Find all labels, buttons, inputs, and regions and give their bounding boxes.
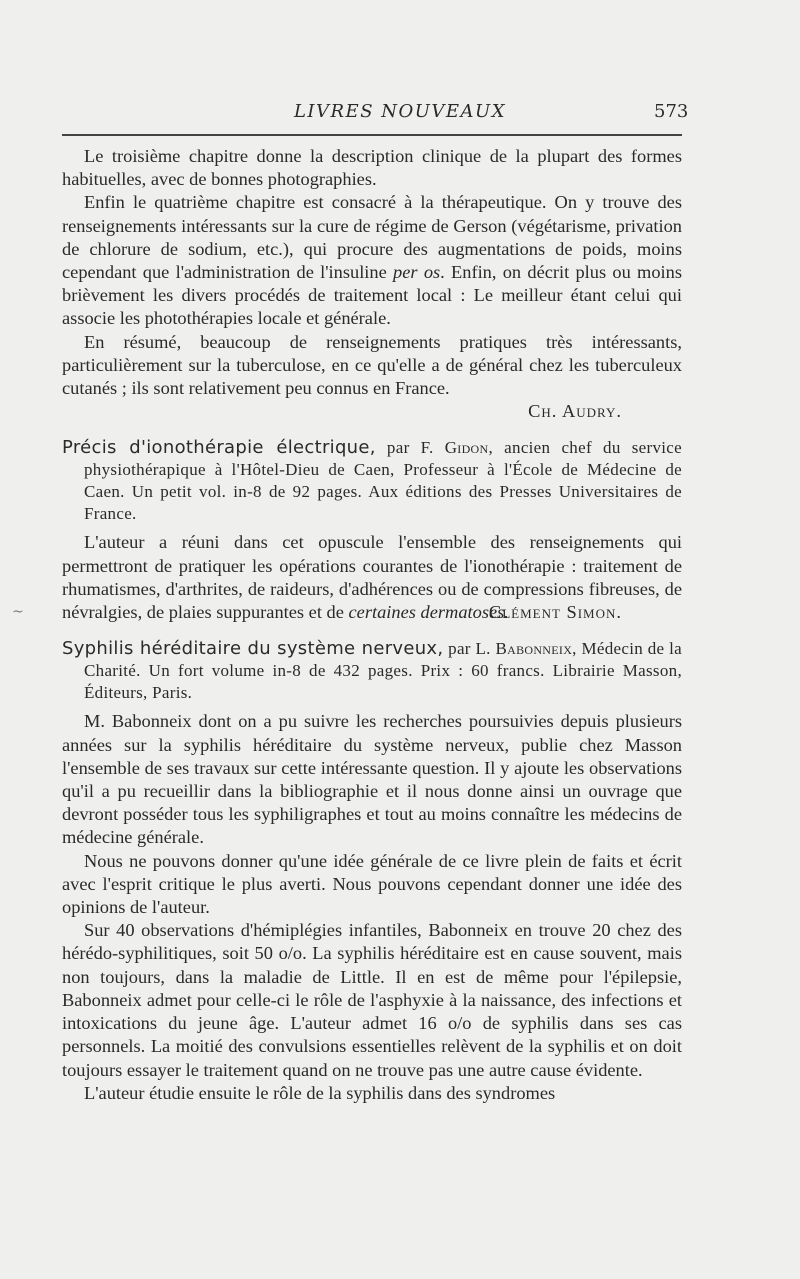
review2-signature: Clément Simon. [488, 602, 622, 623]
review2-title: Précis d'ionothérapie électrique, [62, 437, 376, 459]
review3-heading: Syphilis héréditaire du système nerveux, par L. Babonneix, Médecin de la Charité. Un fort volume in-8 de 432 pages. Prix : 60 francs. Librairie Masson, Éditeurs, Paris. [62, 638, 682, 703]
header-rule [62, 134, 682, 136]
page-body [62, 145, 682, 1105]
review2-italic: certaines dermatoses. [348, 602, 509, 623]
review3-author: Babonneix [495, 639, 573, 659]
review2-heading: Précis d'ionothérapie électrique, par F. Gidon, ancien chef du service physiothérapique à l'Hôtel-Dieu de Caen, Professeur à l'École de Médecine de Caen. Un petit vol. in-8 de 92 pages. Aux éditions des Presses Universitaires de France. [62, 437, 682, 524]
review3-paragraph-1: M. Babonneix dont on a pu suivre les recherches poursuivies depuis plusieurs années sur la syphilis héréditaire du système nerveux, publie chez Masson l'ensemble de ses travaux sur cette intéressante question. Il y ajoute les observations qu'il a pu recueillir dans la bibliographie et il nous donne ainsi un ouvrage que devront posséder tous les syphiligraphes et tout au moins connaître les médecins de médecine générale. [62, 711, 682, 848]
review1-paragraph-2: Enfin le quatrième chapitre est consacré à la thérapeutique. On y trouve des renseignements intéressants sur la cure de régime de Gerson (végétarisme, privation de chlorure de sodium, etc.), qui procure des augmentations de poids, moins cependant que l'administration de l'insuline per os. Enfin, on décrit plus ou moins brièvement les divers procédés de traitement local : Le meilleur étant celui qui associe les photothérapies locale et générale. [62, 192, 682, 329]
review3-paragraph-2: Nous ne pouvons donner qu'une idée générale de ce livre plein de faits et écrit avec l'esprit critique le plus averti. Nous pouvons cependant donner une idée des opinions de l'auteur. [62, 850, 682, 918]
running-title: LIVRES NOUVEAUX [293, 101, 507, 122]
review1-paragraph-1: Le troisième chapitre donne la description clinique de la plupart des formes habituelles, avec de bonnes photographies. [62, 146, 682, 190]
review3-paragraph-3: Sur 40 observations d'hémiplégies infantiles, Babonneix en trouve 20 chez des hérédo-syphilitiques, soit 50 o/o. La syphilis héréditaire est en cause souvent, mais non toujours, dans la maladie de Little. Il en est de même pour l'épilepsie, Babonneix admet pour celle-ci le rôle de l'asphyxie à la naissance, des infections et intoxications du jeune âge. L'auteur admet 16 o/o de syphilis dans ses cas personnels. La moitié des convulsions essentielles relèvent de la syphilis et on doit toujours essayer le traitement quand on ne trouve pas une autre cause évidente. [62, 920, 682, 1080]
review2-author: Gidon [444, 438, 489, 458]
page-number: 573 [654, 101, 689, 122]
review2-paragraph-1: L'auteur a réuni dans cet opuscule l'ensemble des renseignements qui permettront de pratiquer les opérations courantes de l'ionothérapie : traitement de rhumatismes, d'arthrites, de raideurs, d'adhérences ou de compressions fibreuses, de névralgies, de plaies suppurantes et de certaines dermatoses. [62, 532, 682, 623]
review1-paragraph-3: En résumé, beaucoup de renseignements pratiques très intéressants, particulièrement sur la tuberculose, en ce qu'elle a de général chez les tuberculeux cutanés ; ils sont relativement peu connus en France. [62, 331, 682, 399]
review1-italic: per os [393, 262, 441, 283]
review3-paragraph-4: L'auteur étudie ensuite le rôle de la syphilis dans des syndromes [84, 1082, 556, 1103]
margin-mark: ~ [12, 604, 24, 620]
review1-signature: Ch. Audry. [528, 401, 622, 422]
review3-title: Syphilis héréditaire du système nerveux, [62, 638, 444, 660]
